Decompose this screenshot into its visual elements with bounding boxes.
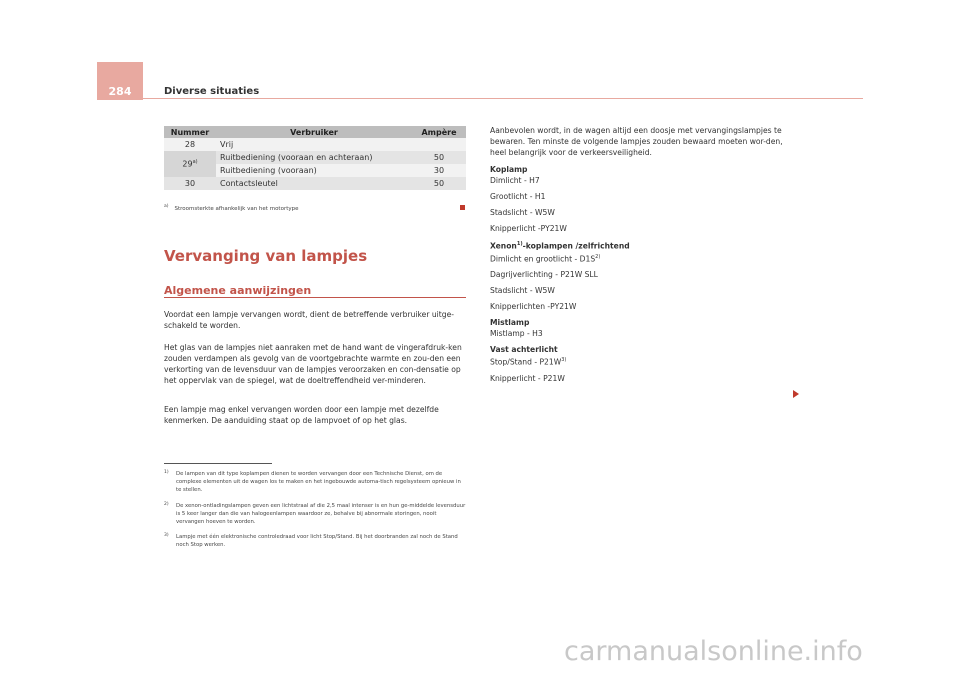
subtitle-rule bbox=[164, 297, 466, 298]
running-header: Diverse situaties bbox=[164, 86, 260, 97]
table-footnote bbox=[164, 204, 299, 212]
list-item: Grootlicht - H1 bbox=[490, 192, 546, 201]
cell-verbruiker: Ruitbediening (vooraan en achteraan) bbox=[216, 151, 412, 164]
heading-mistlamp: Mistlamp bbox=[490, 318, 530, 328]
table-row bbox=[164, 151, 466, 164]
fuse-table bbox=[164, 126, 466, 190]
list-item: Dagrijverlichting - P21W SLL bbox=[490, 270, 598, 280]
cell-nummer: 29$^{a)}$ bbox=[164, 151, 216, 177]
continue-arrow-icon bbox=[793, 390, 799, 398]
cell-nummer: 30 bbox=[164, 177, 216, 190]
footnote-marker: 1) bbox=[164, 470, 169, 475]
heading-koplamp: Koplamp bbox=[490, 165, 528, 174]
col-header-nummer: Nummer bbox=[164, 126, 216, 138]
col-header-verbruiker: Verbruiker bbox=[216, 126, 412, 138]
table-footnote-text: Stroomsterkte afhankelijk van het motortype bbox=[174, 205, 299, 212]
paragraph: Een lampje mag enkel vervangen worden door een lampje met dezelfde kenmerken. De aanduiding staat op de lampvoet of op het glas. bbox=[164, 405, 439, 425]
intro-paragraph: Aanbevolen wordt, in de wagen altijd een doosje met vervangingslampjes te bewaren. Ten minste de volgende lampjes zouden bewaard moeten wor-den, heel belangrijk voor de verkeersveiligheid. bbox=[490, 126, 783, 157]
table-row bbox=[164, 138, 466, 151]
list-item: Dimlicht - H7 bbox=[490, 176, 540, 185]
footnote-ref: 1) bbox=[516, 241, 523, 247]
cell-verbruiker: Ruitbediening (vooraan) bbox=[216, 164, 412, 177]
footnote-text: De xenon-ontladingslampen geven een lichtstraal af die 2,5 maal intenser is en hun ge-middelde levensduur is 5 keer langer dan die van halogeenlampen waardoor ze, behalve bij abnormale storingen, nooit vervangen hoeven te worden. bbox=[176, 503, 466, 525]
list-item: Stadslicht - W5W bbox=[490, 286, 555, 296]
col-header-ampere: Ampère bbox=[412, 126, 466, 138]
footnote-text: Lampje met één elektronische controledraad voor licht Stop/Stand. Bij het doorbranden zal noch de Stand noch Stop werken. bbox=[176, 534, 458, 548]
list-item: Stop/Stand - $P21W^{3)}$ bbox=[490, 357, 567, 367]
watermark: carmanualsonline.info bbox=[564, 636, 863, 667]
footnote-rule bbox=[164, 463, 272, 464]
table-header-row bbox=[164, 126, 466, 138]
paragraph: Het glas van de lampjes niet aanraken met de hand want de vingerafdruk-ken zouden verdampen als gevolg van de voortgebrachte warmte en zou-den een verkorting van de levensduur van de lampjes veroorzaken en con-densatie op het oppervlak van de spiegel, wat de doeltreffendheid ver-minderen. bbox=[164, 343, 462, 385]
cell-nummer: 28 bbox=[164, 138, 216, 151]
footnote-ref: a) bbox=[192, 159, 198, 166]
table-row bbox=[164, 177, 466, 190]
cell-verbruiker: Contactsleutel bbox=[216, 177, 412, 190]
footnote bbox=[164, 502, 466, 526]
footnote-marker: 2) bbox=[164, 502, 169, 507]
list-item: Stadslicht - W5W bbox=[490, 208, 555, 217]
footnote-ref: 2) bbox=[595, 253, 601, 260]
header-rule bbox=[143, 98, 863, 99]
list-item: Knipperlicht - P21W bbox=[490, 373, 565, 383]
paragraph: Voordat een lampje vervangen wordt, dient de betreffende verbruiker uitge-schakeld te worden. bbox=[164, 310, 454, 330]
cell-ampere: 50 bbox=[412, 177, 466, 190]
section-title: Vervanging van lampjes bbox=[164, 247, 368, 265]
footnote-text: De lampen van dit type koplampen dienen te worden vervangen door een Technische Dienst, om de complexe elementen uit de wagen los te maken en het ingebouwde automa-tisch regelsysteem opnieuw in te stellen. bbox=[176, 471, 461, 493]
footnote-marker: 3) bbox=[164, 533, 169, 538]
footnote bbox=[164, 533, 466, 549]
cell-ampere: 50 bbox=[412, 151, 466, 164]
cell-ampere: 30 bbox=[412, 164, 466, 177]
footnote-ref: 3) bbox=[561, 357, 567, 364]
list-item: Knipperlichten -PY21W bbox=[490, 302, 577, 312]
list-item: Mistlamp - H3 bbox=[490, 329, 543, 339]
list-item: Dimlicht en grootlicht - $D1S^{2)}$ bbox=[490, 253, 601, 264]
list-item: Knipperlicht -PY21W bbox=[490, 224, 567, 233]
cell-ampere bbox=[412, 138, 466, 151]
cell-verbruiker: Vrij bbox=[216, 138, 412, 151]
heading-xenon: Xenon$^{1)}$-koplampen /zelfrichtend bbox=[490, 241, 630, 251]
footnote bbox=[164, 470, 466, 494]
heading-achterlicht: Vast achterlicht bbox=[490, 345, 558, 355]
table-footnote-marker: a) bbox=[164, 204, 169, 209]
end-of-section-marker bbox=[460, 205, 465, 210]
right-column bbox=[490, 125, 790, 389]
page-number: 284 bbox=[97, 62, 143, 100]
section-subtitle: Algemene aanwijzingen bbox=[164, 284, 312, 297]
